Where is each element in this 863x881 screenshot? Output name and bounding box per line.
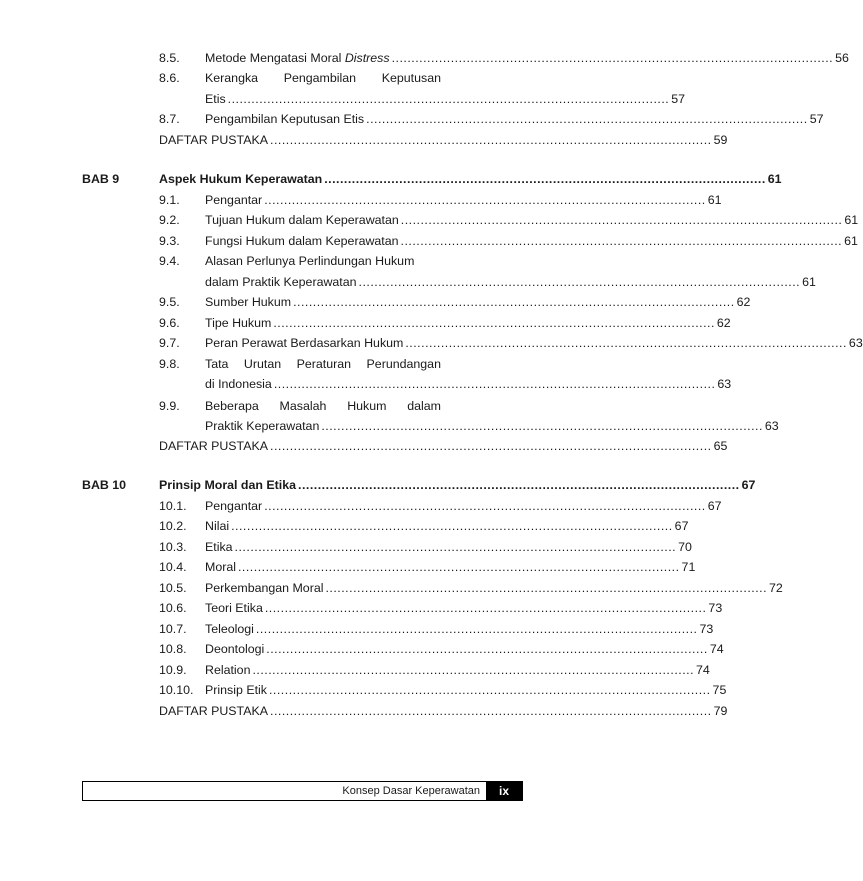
entry-page: 67 <box>674 519 689 533</box>
entry-title: DAFTAR PUSTAKA <box>159 439 269 453</box>
entry-page: 74 <box>709 642 724 656</box>
toc-entry-continuation: Etis ................................................................................................................ 57 <box>0 89 601 109</box>
entry-title: Pengantar <box>205 499 263 513</box>
toc-entry: 10.5. Perkembangan Moral ................................................................................................................ 72 <box>0 578 601 598</box>
entry-title: Metode Mengatasi Moral Distress <box>205 51 390 65</box>
entry-page: 75 <box>712 683 727 697</box>
entry-page: 79 <box>713 704 728 718</box>
toc-entry: 10.9. Relation ................................................................................................................ 74 <box>0 660 601 680</box>
entry-title: Etika <box>205 540 233 554</box>
toc-references: DAFTAR PUSTAKA ................................................................................................................ 79 <box>0 701 601 721</box>
toc-entry: 10.8. Deontologi ................................................................................................................ 74 <box>0 639 601 659</box>
entry-title: Sumber Hukum <box>205 295 292 309</box>
toc-entry: 9.6. Tipe Hukum ................................................................................................................ 62 <box>0 313 601 333</box>
entry-title: Fungsi Hukum dalam Keperawatan <box>205 234 399 248</box>
footer-book-title: Konsep Dasar Keperawatan <box>342 785 480 797</box>
toc-entry: 9.7. Peran Perawat Berdasarkan Hukum ................................................................................................................ 63 <box>0 333 601 353</box>
chapter-title: Aspek Hukum Keperawatan <box>159 172 323 186</box>
toc-entry: 10.4. Moral ................................................................................................................ 71 <box>0 557 601 577</box>
entry-page: 61 <box>844 234 858 248</box>
entry-number: 9.2. <box>159 213 180 227</box>
entry-number: 10.4. <box>159 560 187 574</box>
entry-page: 72 <box>769 581 783 595</box>
chapter-label: BAB 9 <box>82 172 120 186</box>
entry-page: 67 <box>707 499 722 513</box>
entry-page: 73 <box>708 601 723 615</box>
toc-entry: 8.5. Metode Mengatasi Moral Distress ................................................................................................................ 56 <box>0 48 601 68</box>
entry-number: 10.6. <box>159 601 187 615</box>
entry-title: Pengambilan Keputusan Etis <box>205 112 365 126</box>
entry-title: Pengantar <box>205 193 263 207</box>
entry-title: Nilai <box>205 519 230 533</box>
toc-entry: 10.1. Pengantar ................................................................................................................ 67 <box>0 496 601 516</box>
toc-entry: 10.2. Nilai ................................................................................................................ 67 <box>0 516 601 536</box>
entry-number: 10.8. <box>159 642 187 656</box>
entry-page: 70 <box>678 540 692 554</box>
entry-page: 56 <box>835 51 849 65</box>
entry-title: Beberapa Masalah Hukum dalam <box>205 399 441 413</box>
page-footer <box>82 781 523 801</box>
entry-number: 9.3. <box>159 234 180 248</box>
toc-entry: 9.5. Sumber Hukum ................................................................................................................ 62 <box>0 292 601 312</box>
toc-references: DAFTAR PUSTAKA ................................................................................................................ 59 <box>0 130 601 150</box>
entry-page: 61 <box>844 213 859 227</box>
toc-entry: 9.1. Pengantar ................................................................................................................ 61 <box>0 190 601 210</box>
entry-page: 71 <box>681 560 696 574</box>
entry-title: Deontologi <box>205 642 265 656</box>
chapter-title: Prinsip Moral dan Etika <box>159 478 297 492</box>
entry-title: DAFTAR PUSTAKA <box>159 133 269 147</box>
toc-entry: 10.6. Teori Etika ................................................................................................................ 73 <box>0 598 601 618</box>
entry-page: 73 <box>699 622 714 636</box>
entry-number: 9.6. <box>159 316 180 330</box>
toc-entry <box>0 354 601 374</box>
entry-page: 57 <box>671 92 686 106</box>
entry-title: Kerangka Pengambilan Keputusan <box>205 71 441 85</box>
toc-entry: 10.10. Prinsip Etik ................................................................................................................ 75 <box>0 680 601 700</box>
toc-entry: 8.7. Pengambilan Keputusan Etis ................................................................................................................ 57 <box>0 109 601 129</box>
toc-entry-continuation: di Indonesia ................................................................................................................ 63 <box>0 374 601 394</box>
entry-number: 10.2. <box>159 519 187 533</box>
entry-title: Teleologi <box>205 622 254 636</box>
entry-page: 61 <box>707 193 722 207</box>
entry-number: 10.10. <box>159 683 194 697</box>
entry-title: Alasan Perlunya Perlindungan Hukum <box>205 254 415 268</box>
toc-entry <box>0 396 601 416</box>
entry-number: 10.9. <box>159 663 187 677</box>
entry-number: 9.9. <box>159 399 180 413</box>
entry-page: 57 <box>809 112 824 126</box>
entry-title: Tipe Hukum <box>205 316 272 330</box>
entry-title: Prinsip Etik <box>205 683 267 697</box>
entry-page: 74 <box>696 663 710 677</box>
entry-title: Perkembangan Moral <box>205 581 324 595</box>
toc-entry: 10.7. Teleologi ................................................................................................................ 73 <box>0 619 601 639</box>
entry-title: Tata Urutan Peraturan Perundangan <box>205 357 441 371</box>
chapter-heading: BAB 9 Aspek Hukum Keperawatan ................................................................................................................ 61 <box>0 169 601 189</box>
entry-number: 10.7. <box>159 622 187 636</box>
entry-number: 9.7. <box>159 336 180 350</box>
entry-title: Moral <box>205 560 236 574</box>
entry-page: 63 <box>764 419 779 433</box>
toc-entry-continuation: Praktik Keperawatan ................................................................................................................ 63 <box>0 416 601 436</box>
chapter-label: BAB 10 <box>82 478 127 492</box>
toc-entry: 9.3. Fungsi Hukum dalam Keperawatan ................................................................................................................ 61 <box>0 231 601 251</box>
chapter-heading: BAB 10 Prinsip Moral dan Etika ................................................................................................................ 67 <box>0 475 601 495</box>
entry-number: 9.4. <box>159 254 180 268</box>
entry-title: Tujuan Hukum dalam Keperawatan <box>205 213 399 227</box>
entry-title: DAFTAR PUSTAKA <box>159 704 269 718</box>
entry-title: Peran Perawat Berdasarkan Hukum <box>205 336 404 350</box>
entry-page: 63 <box>848 336 863 350</box>
toc-entry <box>0 68 601 88</box>
entry-number: 9.8. <box>159 357 180 371</box>
toc-entry: 9.2. Tujuan Hukum dalam Keperawatan ................................................................................................................ 61 <box>0 210 601 230</box>
entry-page: 59 <box>713 133 728 147</box>
entry-page: 62 <box>736 295 751 309</box>
entry-page: 62 <box>716 316 731 330</box>
entry-page: 61 <box>802 275 816 289</box>
entry-number: 8.5. <box>159 51 180 65</box>
entry-number: 8.7. <box>159 112 180 126</box>
entry-number: 8.6. <box>159 71 180 85</box>
entry-page: 61 <box>767 172 782 186</box>
entry-page: 65 <box>713 439 728 453</box>
footer-page-number: ix <box>486 782 522 800</box>
entry-number: 10.3. <box>159 540 187 554</box>
toc-entry-continuation: dalam Praktik Keperawatan ................................................................................................................ 61 <box>0 272 601 292</box>
entry-page: 67 <box>741 478 756 492</box>
entry-number: 9.1. <box>159 193 180 207</box>
toc-entry <box>0 251 601 271</box>
entry-title: Relation <box>205 663 251 677</box>
toc-entry: 10.3. Etika ................................................................................................................ 70 <box>0 537 601 557</box>
toc-references: DAFTAR PUSTAKA ................................................................................................................ 65 <box>0 436 601 456</box>
entry-title: Teori Etika <box>205 601 263 615</box>
entry-page: 63 <box>717 377 732 391</box>
entry-number: 10.1. <box>159 499 187 513</box>
entry-number: 10.5. <box>159 581 187 595</box>
entry-number: 9.5. <box>159 295 180 309</box>
